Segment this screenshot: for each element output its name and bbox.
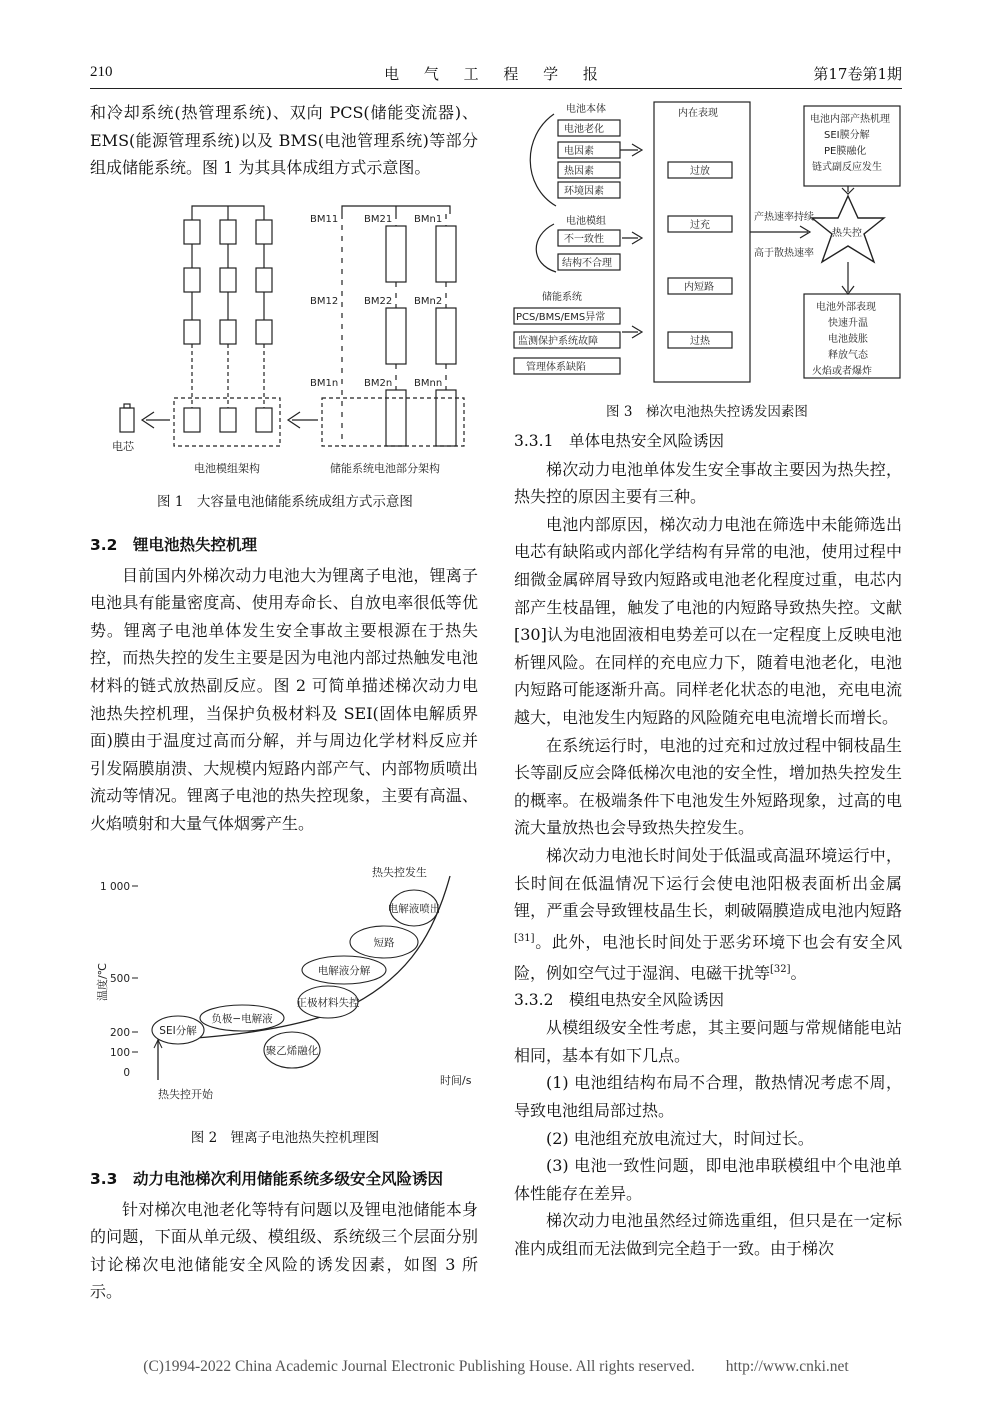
y-tick-1000: 1 000 xyxy=(99,881,130,893)
figure-2-caption: 图 2 锂离子电池热失控机理图 xyxy=(190,1130,380,1146)
bubble-anode: 负极−电解液 xyxy=(211,1013,273,1025)
section-3-3-2-p1: 从模组级安全性考虑，其主要问题与常规储能电站相同，基本有如下几点。 xyxy=(514,1018,902,1065)
mech-item-chain: 链式副反应发生 xyxy=(812,162,882,173)
figure-3 xyxy=(512,96,904,392)
intro-paragraph: 和冷却系统(热管理系统)、双向 PCS(储能变流器)、EMS(能源管理系统)以及 BMS(电池管理系统)等部分组成储能系统。图 1 为其具体成组方式示意图。 xyxy=(90,103,478,178)
issue-label: 第17卷第1期 xyxy=(813,65,902,83)
section-3-3-1-title: 3.3.1 单体电热安全风险诱因 xyxy=(514,432,724,450)
section-3-3-paragraph: 针对梯次电池老化等特有问题以及锂电池储能本身的问题，下面从单元级、模组级、系统级三个层面分别讨论梯次电池储能安全风险的诱发因素，如图 3 所示。 xyxy=(90,1199,478,1302)
journal-name: 电 气 工 程 学 报 xyxy=(384,65,608,83)
bm-21: BM21 xyxy=(364,214,393,225)
bm-n2: BMn2 xyxy=(414,296,443,307)
section-3-3-2-title: 3.3.2 模组电热安全风险诱因 xyxy=(514,990,724,1009)
center-label: 热失控 xyxy=(832,228,862,239)
cell-item-thermal: 热因素 xyxy=(564,166,594,177)
y-tick-200: 200 xyxy=(109,1027,130,1039)
page-header xyxy=(90,62,902,89)
p4-part-a: 梯次动力电池长时间处于低温或高温环境运行中，长时间在低温情况下运行会使电池阳极表面析出金属锂，严重会导致锂枝晶生长，刺破隔膜造成电池内短路 xyxy=(514,845,902,921)
bubble-sei: SEI分解 xyxy=(159,1025,197,1037)
y-tick-100: 100 xyxy=(109,1047,130,1059)
section-3-2 xyxy=(90,532,478,838)
bubble-electrolyte: 电解液分解 xyxy=(317,965,371,977)
start-label: 热失控开始 xyxy=(158,1088,213,1101)
ext-title: 电池外部表现 xyxy=(816,302,876,313)
section-3-3-2-item-3: (3) 电池一致性问题，即电池串联模组中个电池单体性能存在差异。 xyxy=(514,1156,902,1203)
section-3-3-2-p2: 梯次动力电池虽然经过筛选重组，但只是在一定标准内成组而无法做到完全趋于一致。由于梯次 xyxy=(514,1211,902,1258)
ext-item-heat: 快速升温 xyxy=(828,318,868,329)
mech-item-sei: SEI膜分解 xyxy=(824,130,870,141)
bubble-short: 短路 xyxy=(373,937,395,949)
cell-item-electric: 电因素 xyxy=(564,146,594,157)
inner-item-overdischarge: 过放 xyxy=(690,166,710,177)
ref-32: [32] xyxy=(770,963,791,975)
y-tick-500: 500 xyxy=(109,973,130,985)
left-column-top xyxy=(90,99,478,182)
system-title: 储能系统 xyxy=(542,292,582,303)
system-item-management: 管理体系缺陷 xyxy=(526,362,586,373)
cell-item-environment: 环境因素 xyxy=(564,186,604,197)
p4-part-c: 。 xyxy=(790,962,807,982)
figure-3-caption: 图 3 梯次电池热失控诱发因素图 xyxy=(606,404,808,420)
p4-part-b: 。此外，电池长时间处于恶劣环境下也会有安全风险，例如空气过于湿润、电磁干扰等 xyxy=(514,932,902,982)
ext-item-gas: 释放气态 xyxy=(828,350,868,361)
figure-1-caption: 图 1 大容量电池储能系统成组方式示意图 xyxy=(157,494,413,510)
module-label: 电池模组架构 xyxy=(194,462,260,475)
ext-item-bulge: 电池鼓胀 xyxy=(828,334,868,345)
bm-11: BM11 xyxy=(310,214,339,225)
inner-item-overcharge: 过充 xyxy=(690,220,710,231)
bubble-cathode: 正极材料失控 xyxy=(296,997,360,1009)
rate-label-1: 产热速率持续 xyxy=(754,212,814,223)
rate-label-2: 高于散热速率 xyxy=(754,248,814,259)
bm-1n: BM1n xyxy=(310,378,339,389)
section-3-3-2-item-2: (2) 电池组充放电流过大，时间过长。 xyxy=(546,1128,814,1148)
x-axis-label: 时间/s xyxy=(440,1074,472,1087)
y-axis-label: 温度/℃ xyxy=(96,962,109,1002)
mech-item-pe: PE膜融化 xyxy=(824,146,867,157)
page-number: 210 xyxy=(90,64,113,80)
system-item-monitor: 监测保护系统故障 xyxy=(518,336,598,347)
end-label: 热失控发生 xyxy=(372,866,427,879)
right-column-text xyxy=(514,428,902,1262)
bm-n1: BMn1 xyxy=(414,214,443,225)
cell-label: 电芯 xyxy=(112,440,134,453)
section-3-2-title: 3.2 锂电池热失控机理 xyxy=(90,536,257,554)
section-3-2-paragraph: 目前国内外梯次动力电池大为锂离子电池，锂离子电池具有能量密度高、使用寿命长、自放电率很低等优势。锂离子电池单体发生安全事故主要根源在于热失控，而热失控的发生主要是因为电池内部过热触发电池材料的链式放热副反应。图 2 可简单描述梯次动力电池热失控机理，当保护负极材料及 SEI(固体电解质界面)膜由于温度过高而分解，并与周边化学材料反应并引发隔膜崩溃、大规模内短路内部产气、内部物质喷出流动等情况。锂离子电池的热失控现象，主要有高温、火焰喷射和大量气体烟雾产生。 xyxy=(90,565,478,833)
inner-item-shortcircuit: 内短路 xyxy=(684,282,714,293)
module-item-inconsistency: 不一致性 xyxy=(564,234,604,245)
module-title: 电池模组 xyxy=(566,216,606,227)
inner-title: 内在表现 xyxy=(678,108,718,119)
bubble-pe: 聚乙烯融化 xyxy=(265,1045,319,1057)
module-item-structure: 结构不合理 xyxy=(562,258,612,269)
bubble-eject: 电解液喷出 xyxy=(387,903,441,915)
inner-item-overheat: 过热 xyxy=(690,336,710,347)
bm-2n: BM2n xyxy=(364,378,393,389)
ext-item-fire: 火焰或者爆炸 xyxy=(812,366,872,377)
mech-title: 电池内部产热机理 xyxy=(810,114,890,125)
cell-title: 电池本体 xyxy=(566,104,606,115)
cell-item-aging: 电池老化 xyxy=(564,124,604,135)
bm-22: BM22 xyxy=(364,296,393,307)
bm-nn: BMnn xyxy=(414,378,443,389)
system-label: 储能系统电池部分架构 xyxy=(330,462,440,475)
y-tick-0: 0 xyxy=(123,1067,130,1079)
section-3-3-1-p4 xyxy=(514,842,902,987)
ref-31: [31] xyxy=(514,932,535,944)
copyright-footer: (C)1994-2022 China Academic Journal Electronic Publishing House. All rights reserved. http://www.cnki.net xyxy=(143,1358,849,1375)
section-3-3-2-item-1: (1) 电池组结构布局不合理，散热情况考虑不周，导致电池组局部过热。 xyxy=(514,1073,902,1120)
section-3-3-1-p1: 梯次动力电池单体发生安全事故主要因为热失控，热失控的原因主要有三种。 xyxy=(514,459,902,507)
section-3-3 xyxy=(90,1166,478,1306)
section-3-3-1-p2: 电池内部原因，梯次动力电池在筛选中未能筛选出电芯有缺陷或内部化学结构有异常的电池，使用过程中细微金属碎屑导致内短路或电池老化程度过重，电芯内部产生枝晶锂，触发了电池的内短路导致热失控。文献[30]认为电池固液相电势差可以在一定程度上反映电池析锂风险。在同样的充电应力下，随着电池老化，电池内短路可能逐渐升高。同样老化状态的电池，充电电流越大，电池发生内短路的风险随充电电流增长而增长。 xyxy=(514,514,902,727)
figure-1 xyxy=(92,186,482,478)
figure-2 xyxy=(92,862,484,1112)
bm-12: BM12 xyxy=(310,296,339,307)
section-3-3-1-p3: 在系统运行时，电池的过充和过放过程中铜枝晶生长等副反应会降低梯次电池的安全性，增加热失控发生的概率。在极端条件下电池发生外短路现象，过高的电流大量放热也会导致热失控发生。 xyxy=(514,735,902,838)
section-3-3-title: 3.3 动力电池梯次利用储能系统多级安全风险诱因 xyxy=(90,1170,443,1188)
system-item-pcs: PCS/BMS/EMS异常 xyxy=(516,312,606,323)
